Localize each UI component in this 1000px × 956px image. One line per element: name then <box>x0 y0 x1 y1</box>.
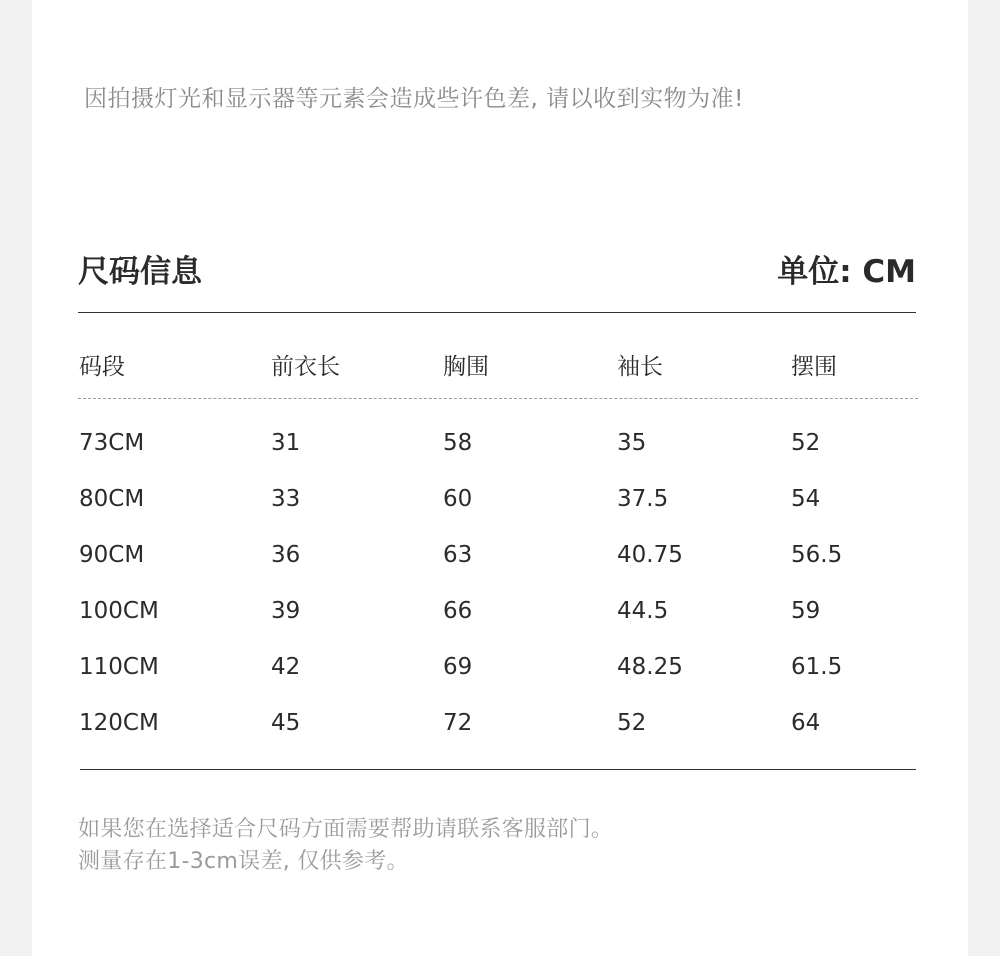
cell-size-range: 100CM <box>79 598 159 624</box>
cell-chest: 63 <box>443 542 473 568</box>
header-hem: 摆围 <box>791 354 837 380</box>
cell-chest: 72 <box>443 710 473 736</box>
help-footnote <box>78 814 613 878</box>
header-sleeve-length: 袖长 <box>617 354 663 380</box>
color-disclaimer: 因拍摄灯光和显示器等元素会造成些许色差, 请以收到实物为准! <box>84 86 744 112</box>
unit-label: 单位: CM <box>777 254 916 290</box>
cell-size-range: 120CM <box>79 710 159 736</box>
cell-hem: 59 <box>791 598 821 624</box>
header-front-length: 前衣长 <box>271 354 340 380</box>
cell-hem: 64 <box>791 710 821 736</box>
cell-size-range: 73CM <box>79 430 145 456</box>
cell-front-length: 31 <box>271 430 301 456</box>
cell-size-range: 90CM <box>79 542 145 568</box>
cell-hem: 56.5 <box>791 542 843 568</box>
cell-chest: 60 <box>443 486 473 512</box>
cell-sleeve-length: 44.5 <box>617 598 669 624</box>
cell-hem: 52 <box>791 430 821 456</box>
cell-sleeve-length: 35 <box>617 430 647 456</box>
header-chest: 胸围 <box>443 354 489 380</box>
cell-size-range: 80CM <box>79 486 145 512</box>
cell-front-length: 42 <box>271 654 301 680</box>
header-dashed-divider <box>78 398 918 399</box>
cell-front-length: 45 <box>271 710 301 736</box>
cell-hem: 54 <box>791 486 821 512</box>
cell-sleeve-length: 52 <box>617 710 647 736</box>
footnote-line-help: 如果您在选择适合尺码方面需要帮助请联系客服部门。 <box>78 817 614 842</box>
header-size-range: 码段 <box>79 354 125 380</box>
cell-front-length: 33 <box>271 486 301 512</box>
cell-hem: 61.5 <box>791 654 843 680</box>
section-title: 尺码信息 <box>78 254 202 290</box>
cell-sleeve-length: 37.5 <box>617 486 669 512</box>
table-bottom-rule <box>80 769 916 770</box>
cell-chest: 66 <box>443 598 473 624</box>
cell-size-range: 110CM <box>79 654 159 680</box>
footnote-line-tolerance: 测量存在1-3cm误差, 仅供参考。 <box>78 849 409 874</box>
cell-sleeve-length: 40.75 <box>617 542 683 568</box>
cell-chest: 58 <box>443 430 473 456</box>
cell-chest: 69 <box>443 654 473 680</box>
cell-front-length: 39 <box>271 598 301 624</box>
cell-front-length: 36 <box>271 542 301 568</box>
cell-sleeve-length: 48.25 <box>617 654 683 680</box>
